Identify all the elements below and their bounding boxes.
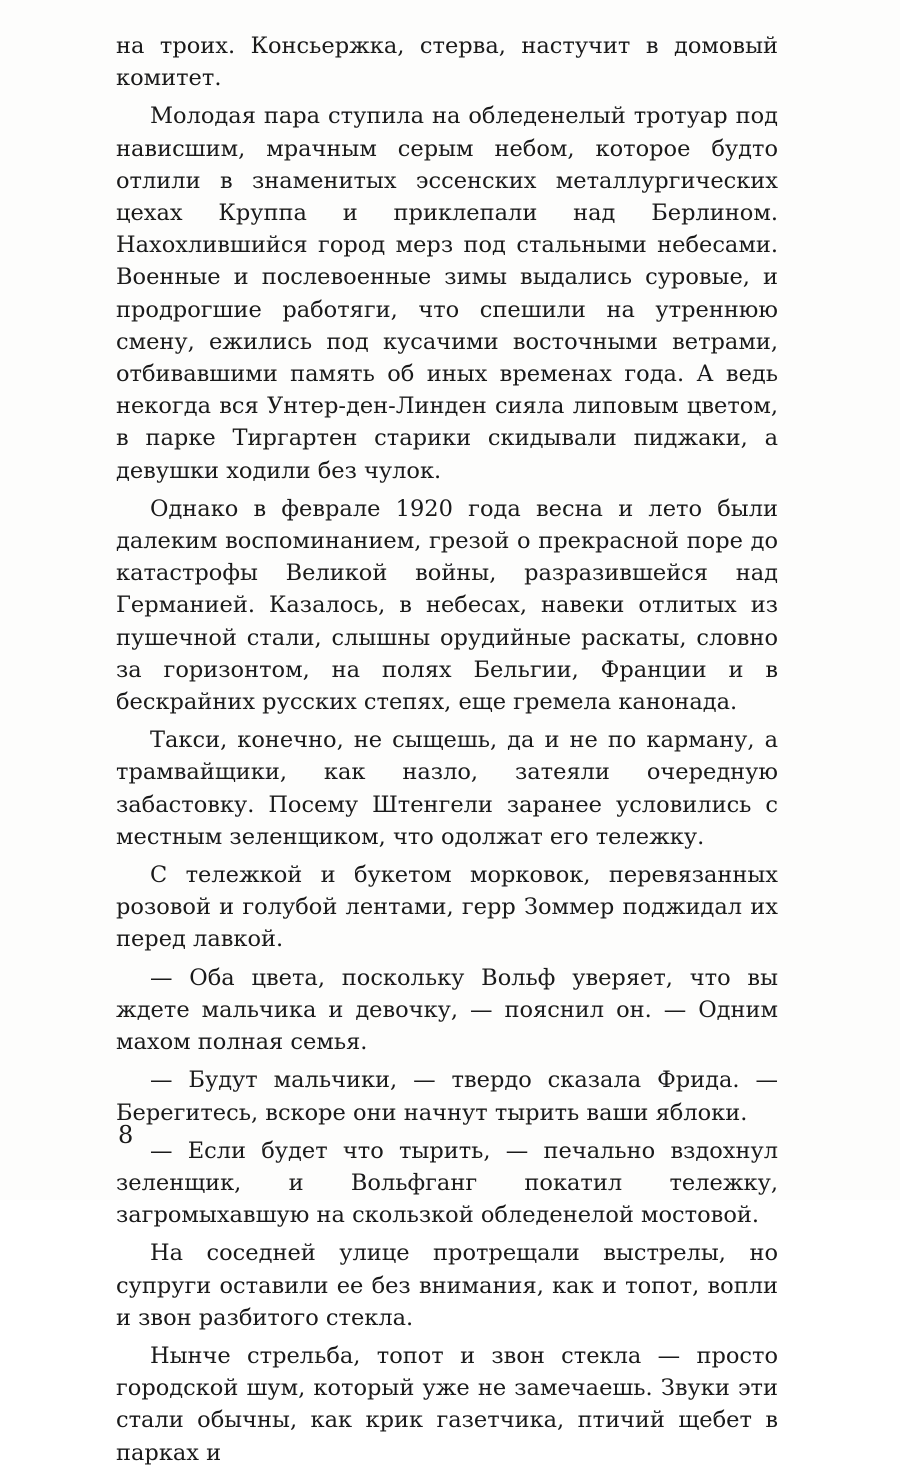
paragraph-5: С тележкой и букетом морковок, перевязанных розовой и голубой лентами, герр Зоммер поджидал их перед лавкой. xyxy=(116,862,778,953)
paragraph-7: — Будут мальчики, — твердо сказала Фрида. — Берегитесь, вскоре они начнут тырить ваши яблоки. xyxy=(116,1067,778,1126)
paragraph-3: Однако в феврале 1920 года весна и лето были далеким воспоминанием, грезой о прекрасной поре до катастрофы Великой войны, разразившейся над Германией. Казалось, в небесах, навеки отлитых из пушечной стали, слышны орудийные раскаты, словно за горизонтом, на полях Бельгии, Франции и в бескрайних русских степях, еще гремела канонада. xyxy=(116,495,778,716)
page-number: 8 xyxy=(118,1121,134,1149)
paragraph-4: Такси, конечно, не сыщешь, да и не по карману, а трамвайщики, как назло, затеяли очередную забастовку. Посему Штенгели заранее условились с местным зеленщиком, что одолжат его тележку. xyxy=(116,727,778,850)
body-text xyxy=(116,30,778,1475)
paragraph-9: На соседней улице протрещали выстрелы, но супруги оставили ее без внимания, как и топот, вопли и звон разбитого стекла. xyxy=(116,1240,778,1331)
paragraph-1: на троих. Консьержка, стерва, настучит в домовый комитет. xyxy=(116,33,778,92)
paragraph-2: Молодая пара ступила на обледенелый тротуар под нависшим, мрачным серым небом, которое будто отлили в знаменитых эссенских металлургических цехах Круппа и приклепали над Берлином. Нахохлившийся город мерз под стальными небесами. Военные и послевоенные зимы выдались суровые, и продрогшие работяги, что спешили на утреннюю смену, ежились под кусачими восточными ветрами, отбивавшими память об иных временах года. А ведь некогда вся Унтер-ден-Линден сияла липовым цветом, в парке Тиргартен старики скидывали пиджаки, а девушки ходили без чулок. xyxy=(116,103,778,484)
paragraph-8: — Если будет что тырить, — печально вздохнул зеленщик, и Вольфганг покатил тележку, загромыхавшую на скользкой обледенелой мостовой. xyxy=(116,1137,778,1229)
paragraph-6: — Оба цвета, поскольку Вольф уверяет, что вы ждете мальчика и девочку, — пояснил он. — Одним махом полная семья. xyxy=(116,964,778,1056)
paragraph-10: Нынче стрельба, топот и звон стекла — просто городской шум, который уже не замечаешь. Звуки эти стали обычны, как крик газетчика, птичий щебет в парках и xyxy=(116,1342,778,1466)
